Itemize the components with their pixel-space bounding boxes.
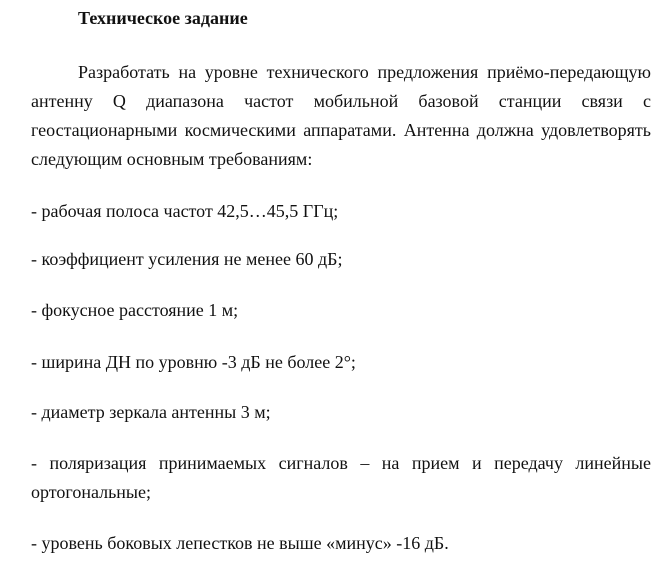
intro-paragraph: Разработать на уровне технического предложения приёмо-передающую антенну Q диапазона частот мобильной базовой станции связи с геостационарными космическими аппаратами. Антенна должна удовлетворять следующим основным требованиям:	[31, 62, 651, 169]
document-heading: Техническое задание	[78, 8, 248, 28]
requirement-gain: - коэффициент усиления не менее 60 дБ;	[31, 249, 343, 269]
requirement-polarization: - поляризация принимаемых сигналов – на прием и передачу линейные ортогональные;	[31, 453, 651, 502]
requirement-focal-length: - фокусное расстояние 1 м;	[31, 300, 239, 320]
requirement-reflector-diameter: - диаметр зеркала антенны 3 м;	[31, 402, 271, 422]
requirement-beamwidth: - ширина ДН по уровню -3 дБ не более 2°;	[31, 352, 356, 372]
requirement-frequency-band: - рабочая полоса частот 42,5…45,5 ГГц;	[31, 201, 339, 221]
requirement-sidelobe-level: - уровень боковых лепестков не выше «минус» -16 дБ.	[31, 533, 449, 553]
